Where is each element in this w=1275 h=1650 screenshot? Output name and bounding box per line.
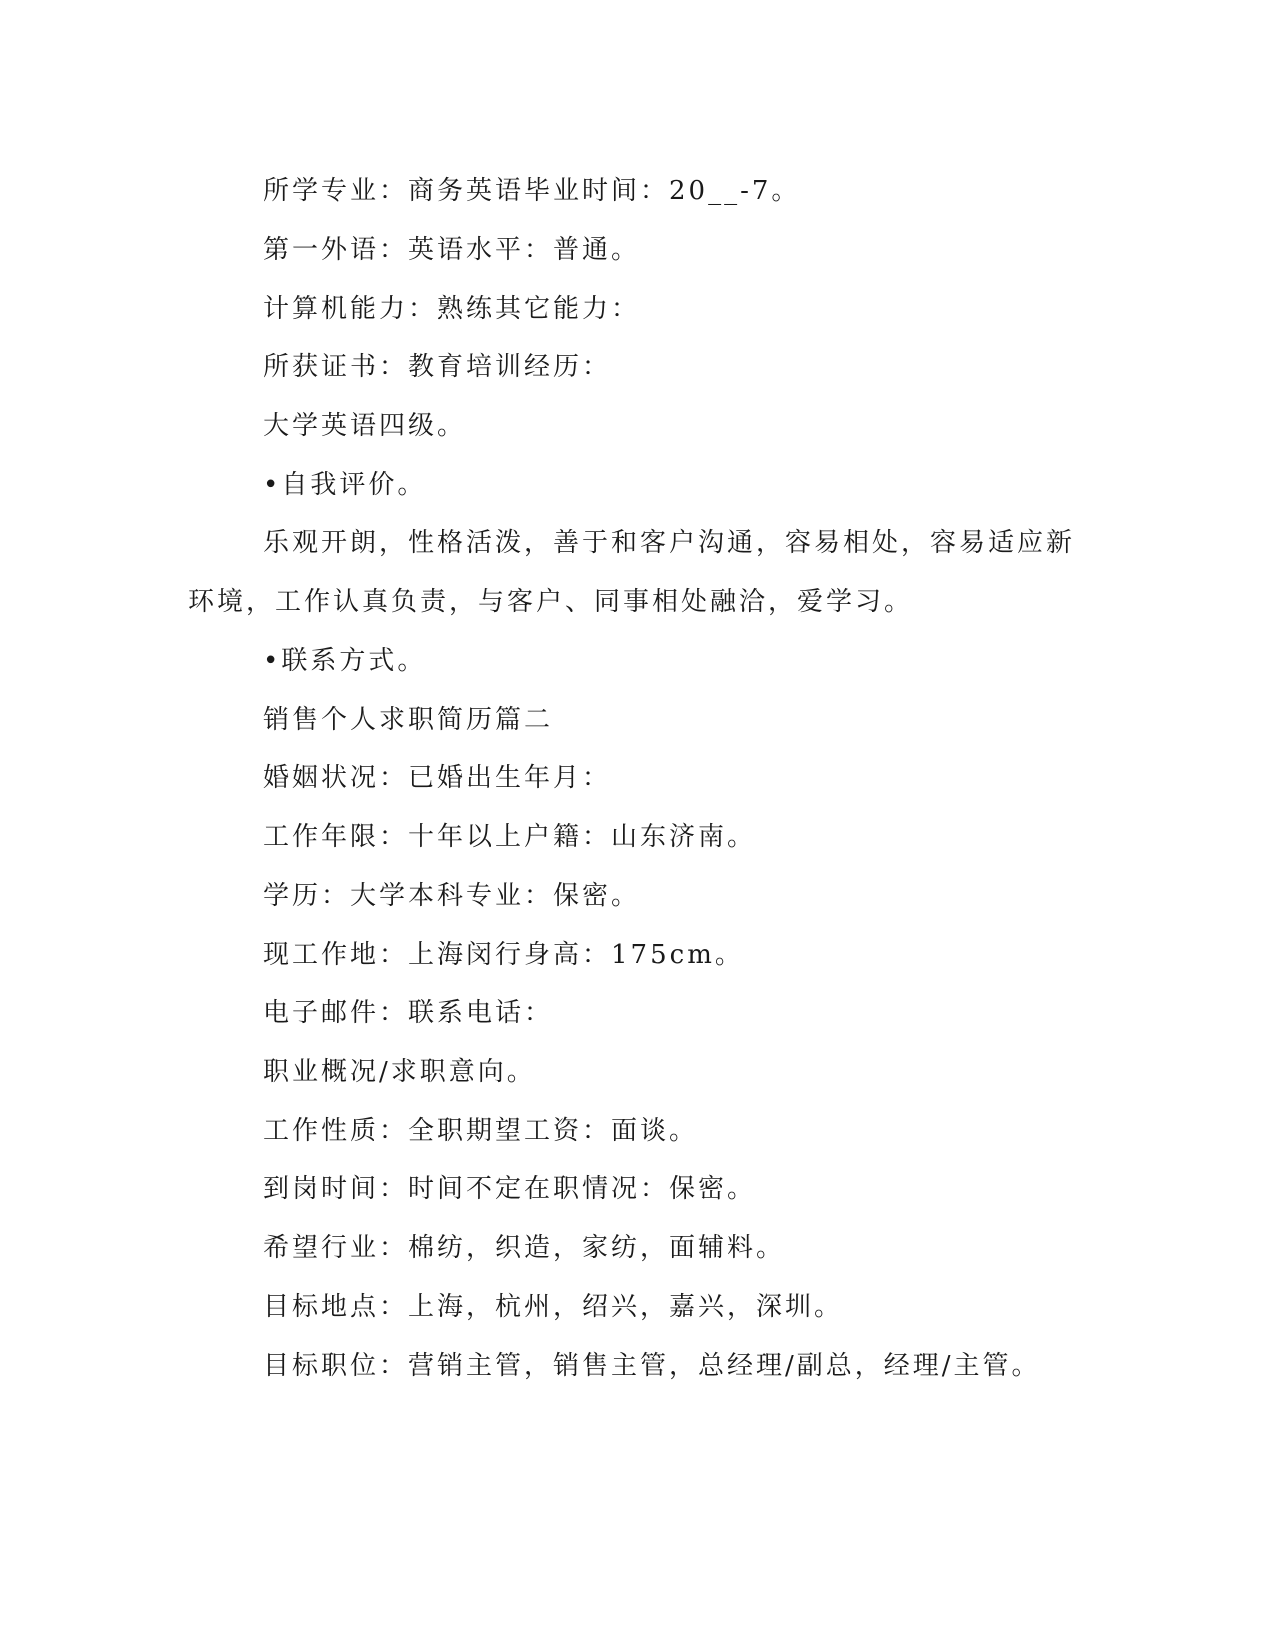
text-line-self-evaluation-2: 环境，工作认真负责，与客户、同事相处融洽，爱学习。 <box>188 587 914 617</box>
text-line-work-years: 工作年限：十年以上户籍：山东济南。 <box>263 822 757 852</box>
text-line-work-location: 现工作地：上海闵行身高：175cm。 <box>263 940 744 970</box>
text-line-computer-skills: 计算机能力：熟练其它能力： <box>263 294 641 324</box>
text-line-job-type: 工作性质：全职期望工资：面谈。 <box>263 1116 699 1146</box>
text-line-target-location: 目标地点：上海，杭州，绍兴，嘉兴，深圳。 <box>263 1292 844 1322</box>
text-line-self-evaluation-1: 乐观开朗，性格活泼，善于和客户沟通，容易相处，容易适应新 <box>263 528 1076 558</box>
text-line-education: 学历：大学本科专业：保密。 <box>263 881 641 911</box>
text-line-email: 电子邮件：联系电话： <box>263 998 554 1028</box>
text-line-certificates: 所获证书：教育培训经历： <box>263 352 612 382</box>
text-line-start-date: 到岗时间：时间不定在职情况：保密。 <box>263 1174 757 1204</box>
text-line-target-position: 目标职位：营销主管，销售主管，总经理/副总，经理/主管。 <box>263 1351 1041 1381</box>
text-line-cet4: 大学英语四级。 <box>263 411 467 441</box>
text-line-marital-status: 婚姻状况：已婚出生年月： <box>263 763 612 793</box>
section-heading-self-evaluation: •自我评价。 <box>263 470 427 500</box>
text-line-industry: 希望行业：棉纺，织造，家纺，面辅料。 <box>263 1233 786 1263</box>
text-line-foreign-language: 第一外语：英语水平：普通。 <box>263 235 641 265</box>
section-heading-resume-part-two: 销售个人求职简历篇二 <box>263 705 554 735</box>
text-line-major: 所学专业：商务英语毕业时间：20__-7。 <box>263 176 801 206</box>
section-heading-career-overview: 职业概况/求职意向。 <box>263 1057 536 1087</box>
section-heading-contact: •联系方式。 <box>263 646 427 676</box>
